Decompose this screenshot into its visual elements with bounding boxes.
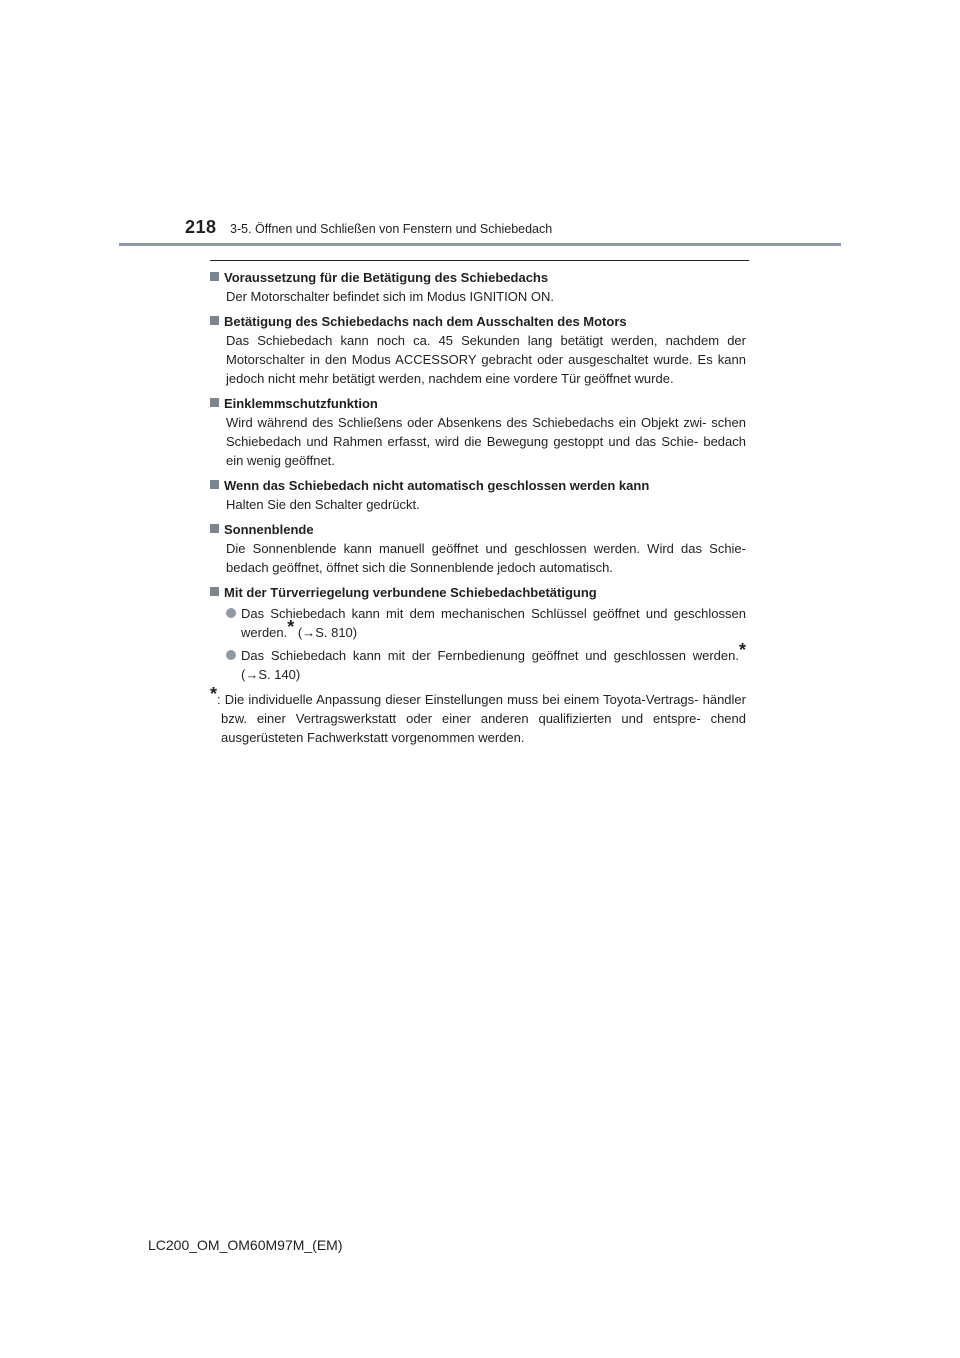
section-voraussetzung bbox=[210, 268, 746, 306]
page-reference: (→S. 140) bbox=[241, 667, 301, 682]
section-text: Die Sonnenblende kann manuell geöffnet und geschlossen werden. Wird das Schie- bedach geöffnet, öffnet sich die Sonnenblende jedoch automatisch. bbox=[226, 541, 746, 575]
square-bullet-icon bbox=[210, 316, 219, 325]
footer-model-code: LC200_OM_OM60M97M_(EM) bbox=[148, 1237, 343, 1253]
section-sonnenblende bbox=[210, 520, 746, 577]
footnote-star: * bbox=[287, 617, 295, 637]
section-text: Wird während des Schließens oder Absenkens des Schiebedachs ein Objekt zwi- schen Schiebedach und Rahmen erfasst, wird die Bewegung gestoppt und das Schie- bedach ein wenig geöffnet. bbox=[226, 415, 746, 468]
square-bullet-icon bbox=[210, 587, 219, 596]
footnote-star: * bbox=[210, 684, 218, 704]
section-nicht-automatisch bbox=[210, 476, 746, 514]
square-bullet-icon bbox=[210, 398, 219, 407]
section-heading: Mit der Türverriegelung verbundene Schiebedachbetätigung bbox=[224, 585, 597, 600]
square-bullet-icon bbox=[210, 480, 219, 489]
circle-bullet-icon bbox=[226, 608, 236, 618]
section-heading: Einklemmschutzfunktion bbox=[224, 396, 378, 411]
square-bullet-icon bbox=[210, 272, 219, 281]
page-reference: (→S. 810) bbox=[294, 625, 358, 640]
square-bullet-icon bbox=[210, 524, 219, 533]
section-tuerverriegelung bbox=[210, 583, 746, 684]
section-title: 3-5. Öffnen und Schließen von Fenstern und Schiebedach bbox=[230, 222, 553, 236]
circle-bullet-icon bbox=[226, 650, 236, 660]
content-top-rule bbox=[210, 260, 749, 261]
footnote bbox=[210, 684, 746, 747]
section-text: Das Schiebedach kann noch ca. 45 Sekunden lang betätigt werden, nachdem der Motorschalter in den Modus ACCESSORY gebracht oder ausgeschaltet wurde. Es kann jedoch nicht mehr betätigt werden, nachdem eine vordere Tür geöffnet wurde. bbox=[226, 333, 746, 386]
section-text: Der Motorschalter befindet sich im Modus IGNITION ON. bbox=[226, 289, 554, 304]
section-heading: Wenn das Schiebedach nicht automatisch geschlossen werden kann bbox=[224, 478, 650, 493]
section-heading: Betätigung des Schiebedachs nach dem Ausschalten des Motors bbox=[224, 314, 627, 329]
list-item: Das Schiebedach kann mit dem mechanischen Schlüssel geöffnet und geschlossen werden.* (→S. 810) bbox=[210, 604, 746, 642]
section-heading: Voraussetzung für die Betätigung des Schiebedachs bbox=[224, 270, 549, 285]
section-einklemmschutz bbox=[210, 394, 746, 470]
footnote-text: : Die individuelle Anpassung dieser Einstellungen muss bei einem Toyota-Vertrags- händler bzw. einer Vertragswerkstatt oder einer anderen qualifizierten und entspre- chend ausgerüsteten Fachwerkstatt vorgenommen werden. bbox=[217, 692, 746, 745]
section-betaetigung-nach-ausschalten bbox=[210, 312, 746, 388]
section-heading: Sonnenblende bbox=[224, 522, 314, 537]
section-text: Halten Sie den Schalter gedrückt. bbox=[226, 497, 420, 512]
content-area bbox=[210, 268, 746, 747]
list-item: Das Schiebedach kann mit der Fernbedienung geöffnet und geschlossen werden.* (→S. 140) bbox=[210, 646, 746, 684]
page-number: 218 bbox=[185, 217, 217, 237]
footnote-star: * bbox=[738, 640, 746, 660]
header-rule bbox=[119, 243, 841, 246]
